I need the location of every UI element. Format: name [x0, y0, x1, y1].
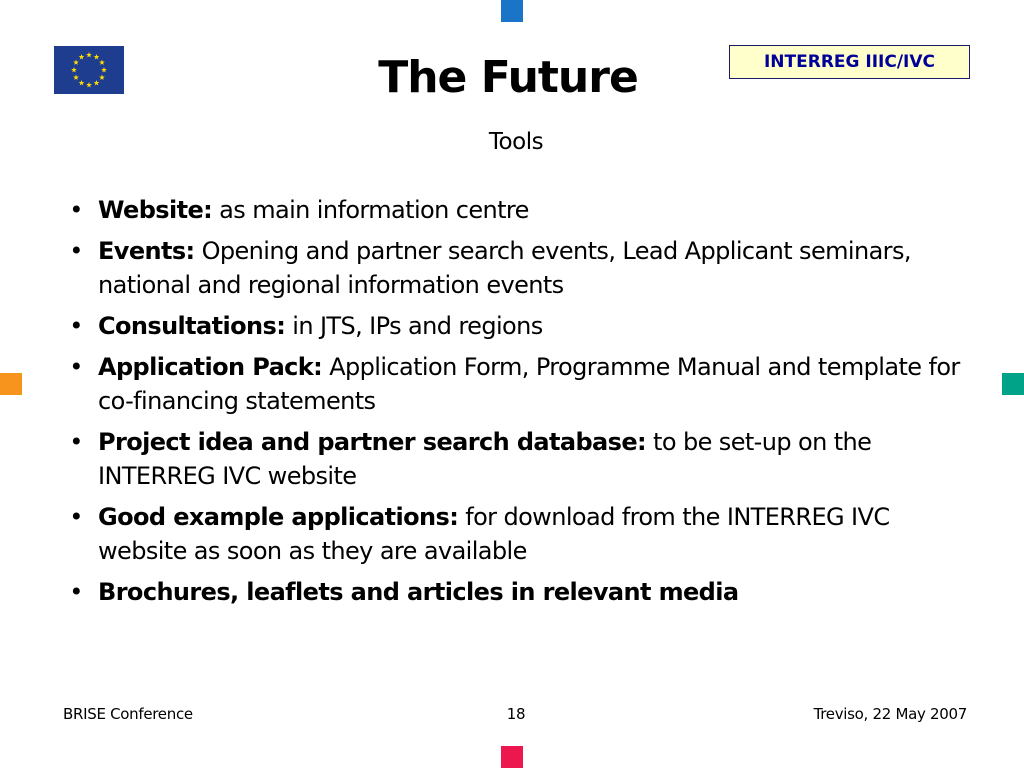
bullet-item: [66, 309, 966, 343]
decorative-square-left: [0, 373, 22, 395]
bullet-item: [66, 575, 966, 609]
bullet-heading: Good example applications:: [98, 503, 459, 531]
bullet-heading: Website:: [98, 196, 213, 224]
bullet-text: in JTS, IPs and regions: [285, 312, 543, 340]
program-badge: INTERREG IIIC/IVC: [729, 45, 970, 79]
footer-conference-name: BRISE Conference: [63, 705, 193, 723]
footer-page-number: 18: [506, 705, 526, 723]
bullet-item: [66, 350, 966, 418]
bullet-heading: Brochures, leaflets and articles in relevant media: [98, 578, 739, 606]
footer-date-location: Treviso, 22 May 2007: [813, 705, 967, 723]
bullet-text: to be set-up on the INTERREG IVC website: [98, 428, 872, 490]
bullet-item: [66, 234, 966, 302]
bullet-glyph: •: [69, 196, 83, 224]
bullet-text: Opening and partner search events, Lead Applicant seminars, national and regional information events: [98, 237, 911, 299]
bullet-item: [66, 425, 966, 493]
bullet-text: Application Form, Programme Manual and template for co-financing statements: [98, 353, 960, 415]
decorative-square-top: [501, 0, 523, 22]
bullet-heading: Events:: [98, 237, 195, 265]
decorative-square-right: [1002, 373, 1024, 395]
bullet-heading: Project idea and partner search database:: [98, 428, 647, 456]
bullet-glyph: •: [69, 237, 83, 265]
bullet-heading: Application Pack:: [98, 353, 323, 381]
bullet-item: [66, 193, 966, 227]
bullet-glyph: •: [69, 428, 83, 456]
bullet-item: [66, 500, 966, 568]
bullet-text: as main information centre: [212, 196, 529, 224]
bullet-glyph: •: [69, 578, 83, 606]
decorative-square-bottom: [501, 746, 523, 768]
bullet-list: [66, 193, 966, 616]
bullet-glyph: •: [69, 353, 83, 381]
bullet-text: for download from the INTERREG IVC website as soon as they are available: [98, 503, 890, 565]
slide-subtitle: Tools: [488, 129, 544, 155]
bullet-heading: Consultations:: [98, 312, 286, 340]
bullet-glyph: •: [69, 503, 83, 531]
bullet-glyph: •: [69, 312, 83, 340]
slide-title: The Future: [378, 52, 638, 103]
